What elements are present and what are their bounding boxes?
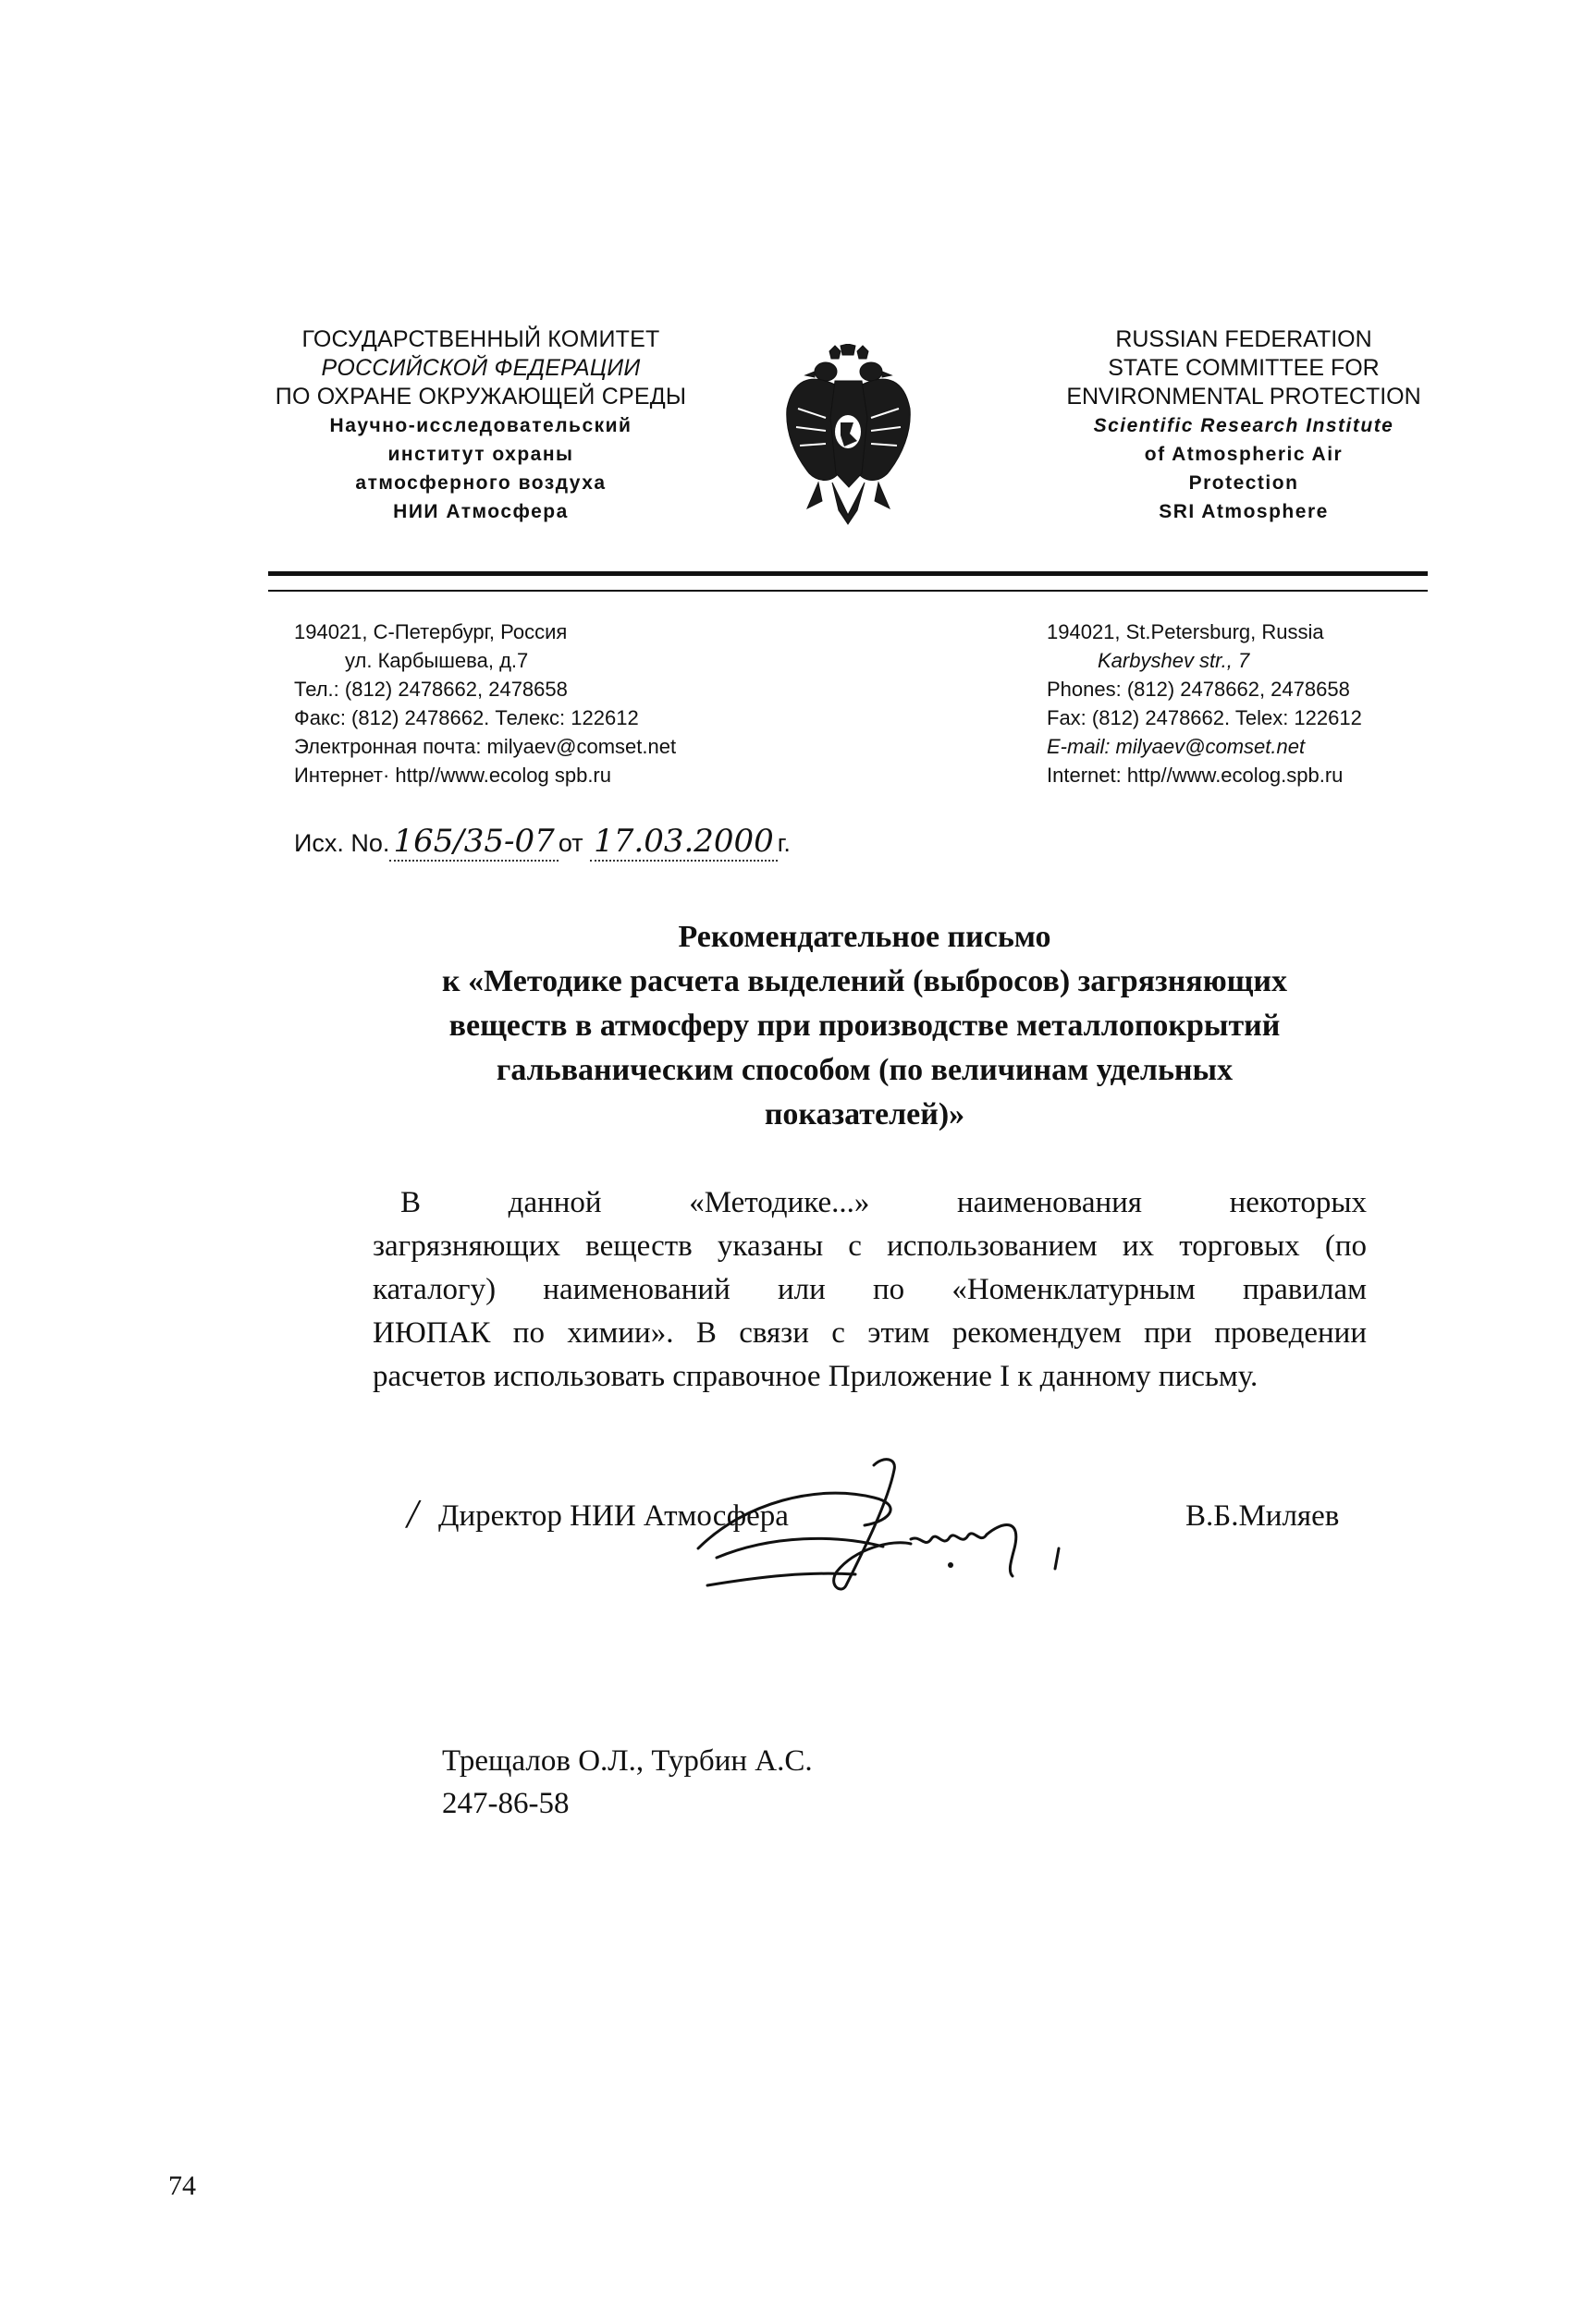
signatory-position: Директор НИИ Атмосфера [438, 1499, 789, 1533]
header-divider-thick [268, 571, 1428, 576]
header-divider-thin [268, 590, 1428, 592]
outgoing-number [294, 823, 791, 860]
address-right [1047, 618, 1444, 789]
executors [442, 1740, 813, 1825]
address-line: Karbyshev str., 7 [1098, 649, 1250, 672]
outgoing-suffix: г. [777, 829, 791, 857]
body-line: В данной «Методике...» наименования некоторых [400, 1186, 1367, 1219]
double-headed-eagle-icon [781, 344, 915, 529]
signatory-name: В.Б.Миляев [1185, 1499, 1340, 1533]
title-line: гальваническим способом (по величинам удельных [496, 1053, 1234, 1087]
header-right-line: STATE COMMITTEE FOR [1108, 355, 1380, 381]
title-line: веществ в атмосферу при производстве металлопокрытий [448, 1009, 1281, 1043]
header-right-line: Scientific Research Institute [1093, 415, 1394, 436]
address-line: Phones: (812) 2478662, 2478658 [1047, 678, 1350, 701]
address-line: E-mail: milyaev@comset.net [1047, 735, 1306, 758]
header-left-line: ПО ОХРАНЕ ОКРУЖАЮЩЕЙ СРЕДЫ [275, 384, 687, 410]
outgoing-date: 17.03.2000 [590, 823, 778, 862]
header-right-line: of Atmospheric Air [1144, 444, 1344, 465]
body-line: загрязняющих веществ указаны с использованием их торговых (по [373, 1229, 1367, 1263]
signature-slash: / [407, 1491, 419, 1536]
address-line: 194021, St.Petersburg, Russia [1047, 620, 1324, 643]
header-left-line: атмосферного воздуха [355, 472, 607, 494]
address-line: Fax: (812) 2478662. Telex: 122612 [1047, 706, 1362, 729]
page-number: 74 [168, 2171, 196, 2201]
header-left-line: НИИ Атмосфера [393, 501, 569, 522]
address-line: Факс: (812) 2478662. Телекс: 122612 [294, 706, 639, 729]
header-right-line: SRI Atmosphere [1159, 501, 1329, 522]
body-line: каталогу) наименований или по «Номенклатурным правилам [373, 1273, 1367, 1306]
address-line: Тел.: (812) 2478662, 2478658 [294, 678, 568, 701]
address-line: Internet: http//www.ecolog.spb.ru [1047, 764, 1344, 787]
header-left-line: Научно-исследовательский [329, 415, 632, 436]
title-line: к «Методике расчета выделений (выбросов) загрязняющих [442, 964, 1287, 998]
address-line: ул. Карбышева, д.7 [345, 649, 529, 672]
header-left-line: ГОСУДАРСТВЕННЫЙ КОМИТЕТ [301, 326, 660, 352]
outgoing-number-value: 165/35-07 [389, 823, 558, 862]
outgoing-from-label: от [558, 829, 583, 857]
title-line: Рекомендательное письмо [678, 920, 1051, 954]
title-line: показателей)» [764, 1097, 965, 1131]
header-right [1036, 325, 1452, 526]
address-line: 194021, С-Петербург, Россия [294, 620, 568, 643]
outgoing-prefix: Исх. No. [294, 829, 390, 857]
header-left-line: институт охраны [387, 444, 574, 465]
header-right-line: RUSSIAN FEDERATION [1115, 326, 1372, 352]
body-line: расчетов использовать справочное Приложение I к данному письму. [373, 1360, 1258, 1393]
header-left [264, 325, 698, 526]
address-left [294, 618, 812, 789]
header-left-line: РОССИЙСКОЙ ФЕДЕРАЦИИ [321, 355, 641, 381]
address-line: Интернет· http//www.ecolog spb.ru [294, 764, 611, 787]
letter-title [351, 915, 1378, 1137]
executor-phone: 247-86-58 [442, 1787, 570, 1820]
header-right-line: ENVIRONMENTAL PROTECTION [1066, 384, 1421, 410]
letter-body [373, 1181, 1367, 1399]
body-line: ИЮПАК по химии». В связи с этим рекомендуем при проведении [373, 1316, 1367, 1350]
address-line: Электронная почта: milyaev@comset.net [294, 735, 677, 758]
header-right-line: Protection [1188, 472, 1299, 494]
handwritten-signature [689, 1447, 1170, 1604]
executor-names: Трещалов О.Л., Турбин А.С. [442, 1744, 813, 1778]
